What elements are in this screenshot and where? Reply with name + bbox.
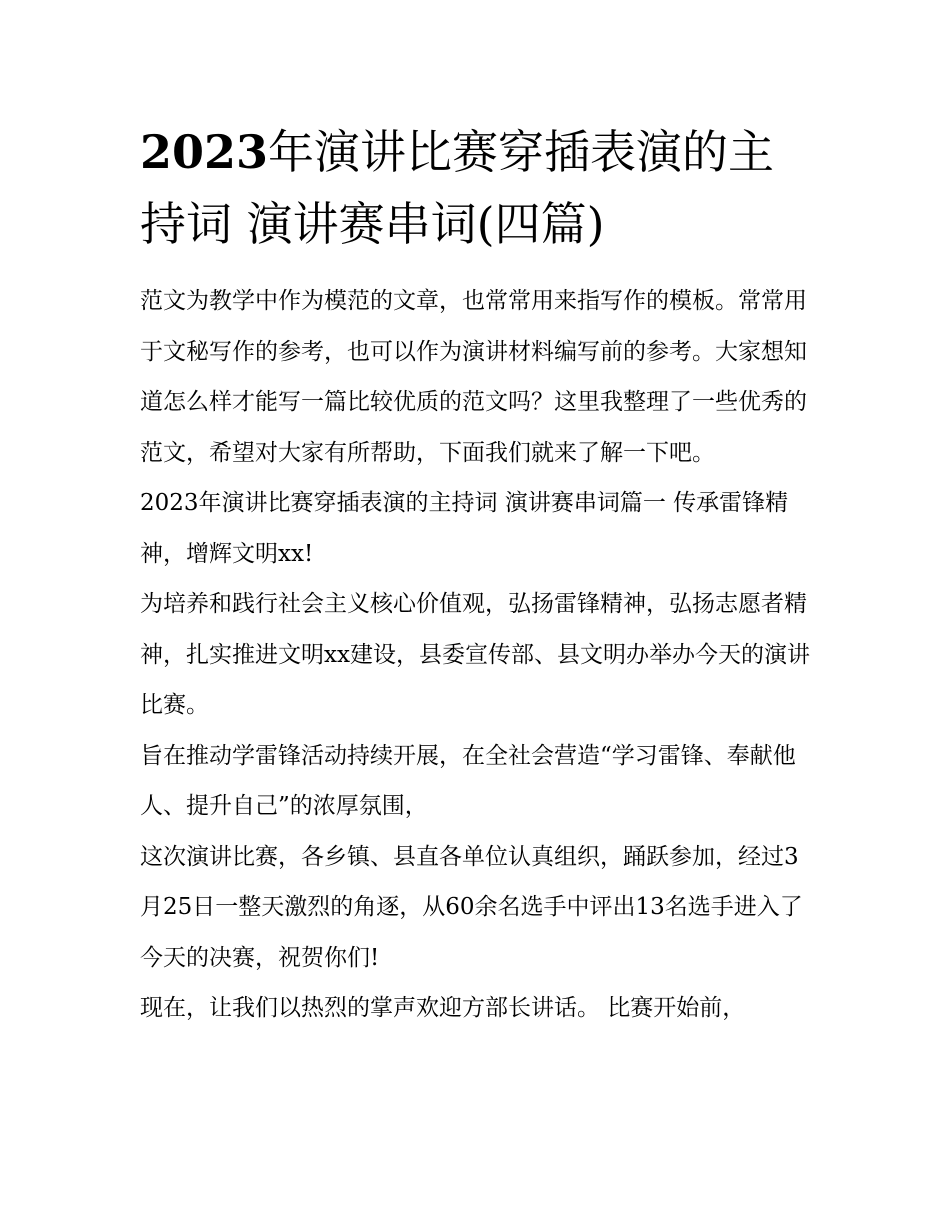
paragraph-purpose: 为培养和践行社会主义核心价值观，弘扬雷锋精神，弘扬志愿者精神，扎实推进文明xx建设，县委宣传部、县文明办举办今天的演讲比赛。 [140, 591, 810, 718]
paragraph-welcome: 现在，让我们以热烈的掌声欢迎方部长讲话。 比赛开始前， [140, 995, 746, 1021]
paragraph-intro: 范文为教学中作为模范的文章，也常常用来指写作的模板。常常用于文秘写作的参考，也可以作为演讲材料编写前的参考。大家想知道怎么样才能写一篇比较优质的范文吗？这里我整理了一些优秀的范文，希望对大家有所帮助，下面我们就来了解一下吧。 [140, 288, 807, 466]
paragraph-competition: 这次演讲比赛，各乡镇、县直各单位认真组织，踊跃参加，经过3月25日一整天激烈的角逐，从60余名选手中评出13名选手进入了今天的决赛，祝贺你们! [140, 843, 803, 971]
paragraph-section-heading: 2023年演讲比赛穿插表演的主持词 演讲赛串词篇一 传承雷锋精神，增辉文明xx! [140, 490, 789, 567]
document-body [140, 276, 812, 1034]
paragraph-aim: 旨在推动学雷锋活动持续开展，在全社会营造“学习雷锋、奉献他人、提升自己”的浓厚氛围， [140, 742, 796, 819]
title-text: 年演讲比赛穿插表演的主持词 演讲赛串词(四篇) [140, 125, 775, 251]
document-title [140, 116, 812, 260]
title-year: 2023 [140, 125, 269, 179]
